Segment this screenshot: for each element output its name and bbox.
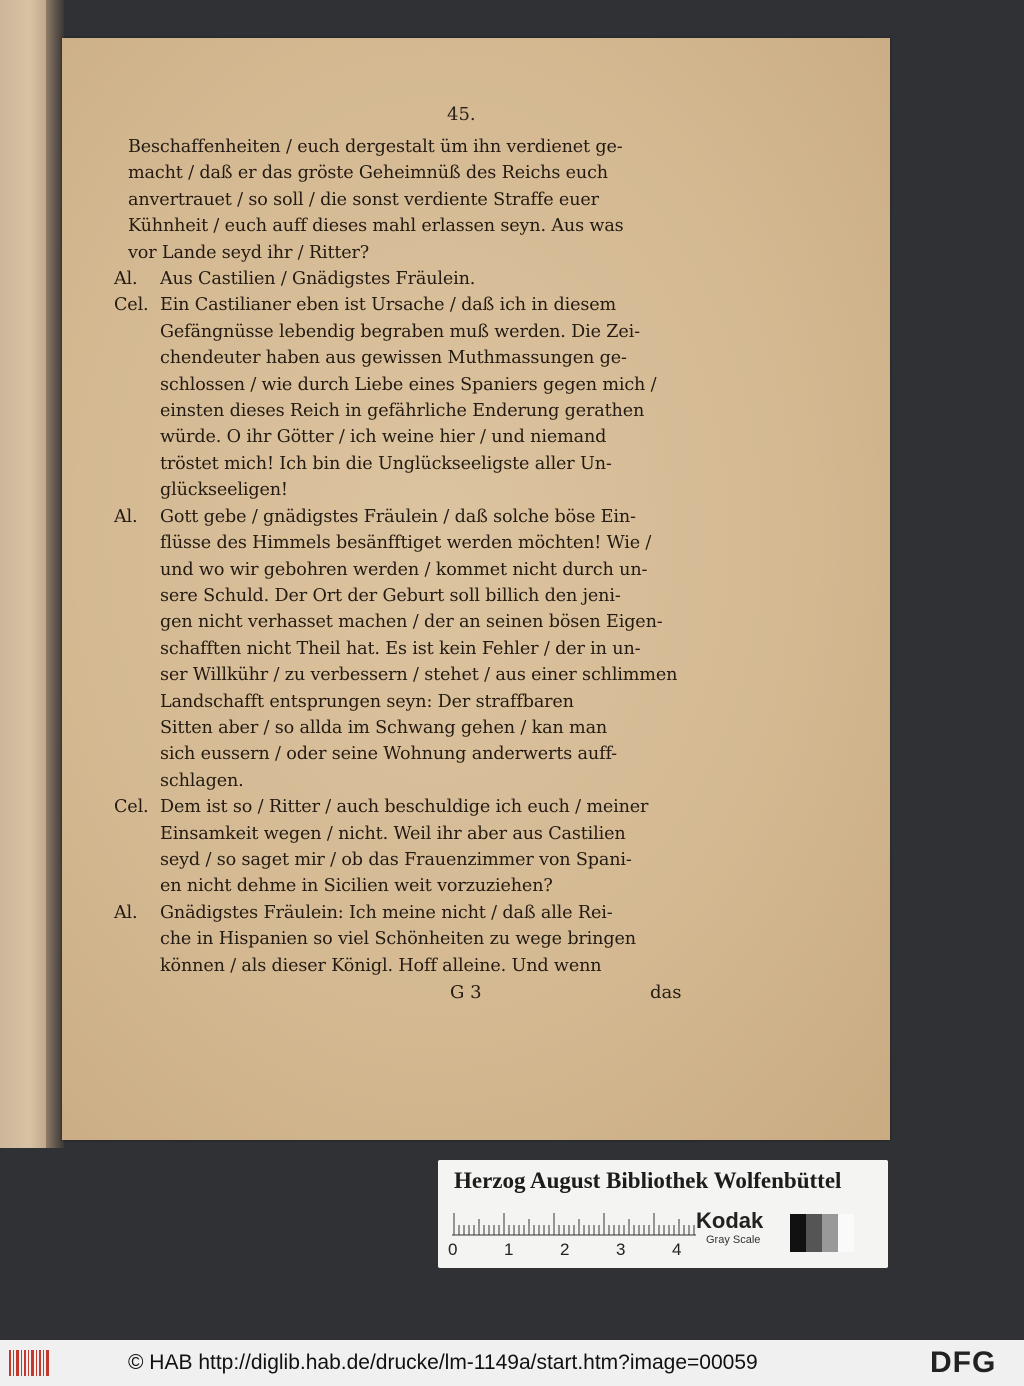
- text-line: Gnädigstes Fräulein: Ich meine nicht / daß alle Rei-: [160, 902, 613, 923]
- text-line: können / als dieser Königl. Hoff alleine. Und wenn: [160, 955, 602, 976]
- left-page-edge: [0, 0, 50, 1148]
- text-line: vor Lande seyd ihr / Ritter?: [128, 242, 370, 263]
- speaker-label: Al.: [114, 269, 138, 290]
- text-line: Beschaffenheiten / euch dergestalt üm ihn verdienet ge-: [128, 137, 623, 157]
- ruler-number: 3: [616, 1240, 626, 1259]
- text-line: Landschafft entsprungen seyn: Der straffbaren: [160, 691, 574, 712]
- text-line: einsten dieses Reich in gefährliche Enderung gerathen: [160, 401, 645, 422]
- text-line: Sitten aber / so allda im Schwang gehen / kan man: [160, 717, 608, 738]
- text-line: seyd / so saget mir / ob das Frauenzimmer von Spani-: [160, 849, 632, 870]
- text-line: Kühnheit / euch auff dieses mahl erlassen seyn. Aus was: [128, 216, 624, 237]
- text-line: gen nicht verhasset machen / der an seinen bösen Eigen-: [160, 612, 663, 633]
- text-line: sere Schuld. Der Ort der Geburt soll billich den jeni-: [160, 585, 621, 606]
- ruler-number: 2: [560, 1240, 570, 1259]
- text-line: würde. O ihr Götter / ich weine hier / und niemand: [160, 427, 607, 448]
- text-line: en nicht dehme in Sicilien weit vorzuziehen?: [160, 876, 553, 897]
- speaker-label: Al.: [114, 506, 138, 527]
- text-paragraph: [128, 134, 728, 266]
- page-footer: [128, 982, 748, 1012]
- text-line: schlagen.: [160, 770, 244, 791]
- ruler-number: 1: [504, 1240, 514, 1259]
- text-line: Gefängnüsse lebendig begraben muß werden. Die Zei-: [160, 321, 640, 342]
- speaker-label: Al.: [114, 902, 138, 923]
- text-line: che in Hispanien so viel Schönheiten zu wege bringen: [160, 929, 636, 950]
- text-line: macht / daß er das gröste Geheimnüß des Reichs euch: [128, 163, 608, 184]
- text-line: anvertrauet / so soll / die sonst verdiente Straffe euer: [128, 189, 599, 210]
- page-number: 45.: [447, 104, 476, 125]
- speaker-label: Cel.: [114, 797, 149, 818]
- text-line: chendeuter haben aus gewissen Muthmassungen ge-: [160, 348, 627, 369]
- copyright-link[interactable]: © HAB http://diglib.hab.de/drucke/lm-1149a/start.htm?image=00059: [128, 1351, 758, 1374]
- text-line: Einsamkeit wegen / nicht. Weil ihr aber aus Castilien: [160, 823, 626, 844]
- text-line: glückseeligen!: [160, 480, 288, 501]
- ruler-number: 4: [672, 1240, 682, 1259]
- page-text: [114, 134, 728, 979]
- speech-block: [114, 504, 728, 794]
- dfg-logo: DFG: [930, 1346, 997, 1379]
- text-line: und wo wir gebohren werden / kommet nicht durch un-: [160, 559, 648, 580]
- text-line: Dem ist so / Ritter / auch beschuldige ich euch / meiner: [160, 797, 649, 818]
- footer-bar: [0, 1340, 1024, 1386]
- signature-mark: G 3: [450, 982, 482, 1003]
- text-line: Gott gebe / gnädigstes Fräulein / daß solche böse Ein-: [160, 506, 636, 527]
- text-line: Aus Castilien / Gnädigstes Fräulein.: [160, 269, 476, 290]
- library-name: Herzog August Bibliothek Wolfenbüttel: [454, 1168, 842, 1193]
- speech-block: [114, 292, 728, 503]
- text-line: flüsse des Himmels besänfftiget werden möchten! Wie /: [160, 533, 652, 554]
- text-line: Ein Castilianer eben ist Ursache / daß ich in diesem: [160, 295, 617, 316]
- speech-block: [114, 900, 728, 979]
- kodak-logo: Kodak: [696, 1208, 764, 1233]
- text-line: sich eussern / oder seine Wohnung anderwerts auff-: [160, 744, 617, 765]
- speech-block: [114, 794, 728, 900]
- speaker-label: Cel.: [114, 295, 149, 316]
- ruler-icon: [452, 1206, 696, 1236]
- ruler-scale: [448, 1240, 698, 1262]
- barcode-icon: [8, 1348, 52, 1378]
- speech-block: [114, 266, 728, 292]
- ruler-number: 0: [448, 1240, 458, 1259]
- gray-swatch-icon: [790, 1214, 854, 1252]
- grayscale-label: Gray Scale: [706, 1234, 761, 1246]
- text-line: tröstet mich! Ich bin die Unglückseeligste aller Un-: [160, 453, 612, 474]
- catchword: das: [650, 982, 682, 1003]
- text-line: schlossen / wie durch Liebe eines Spaniers gegen mich /: [160, 374, 657, 395]
- color-reference-card: [438, 1160, 888, 1268]
- book-page: [62, 38, 890, 1140]
- text-line: ser Willkühr / zu verbessern / stehet / aus einer schlimmen: [160, 665, 678, 686]
- text-line: schafften nicht Theil hat. Es ist kein Fehler / der in un-: [160, 638, 641, 659]
